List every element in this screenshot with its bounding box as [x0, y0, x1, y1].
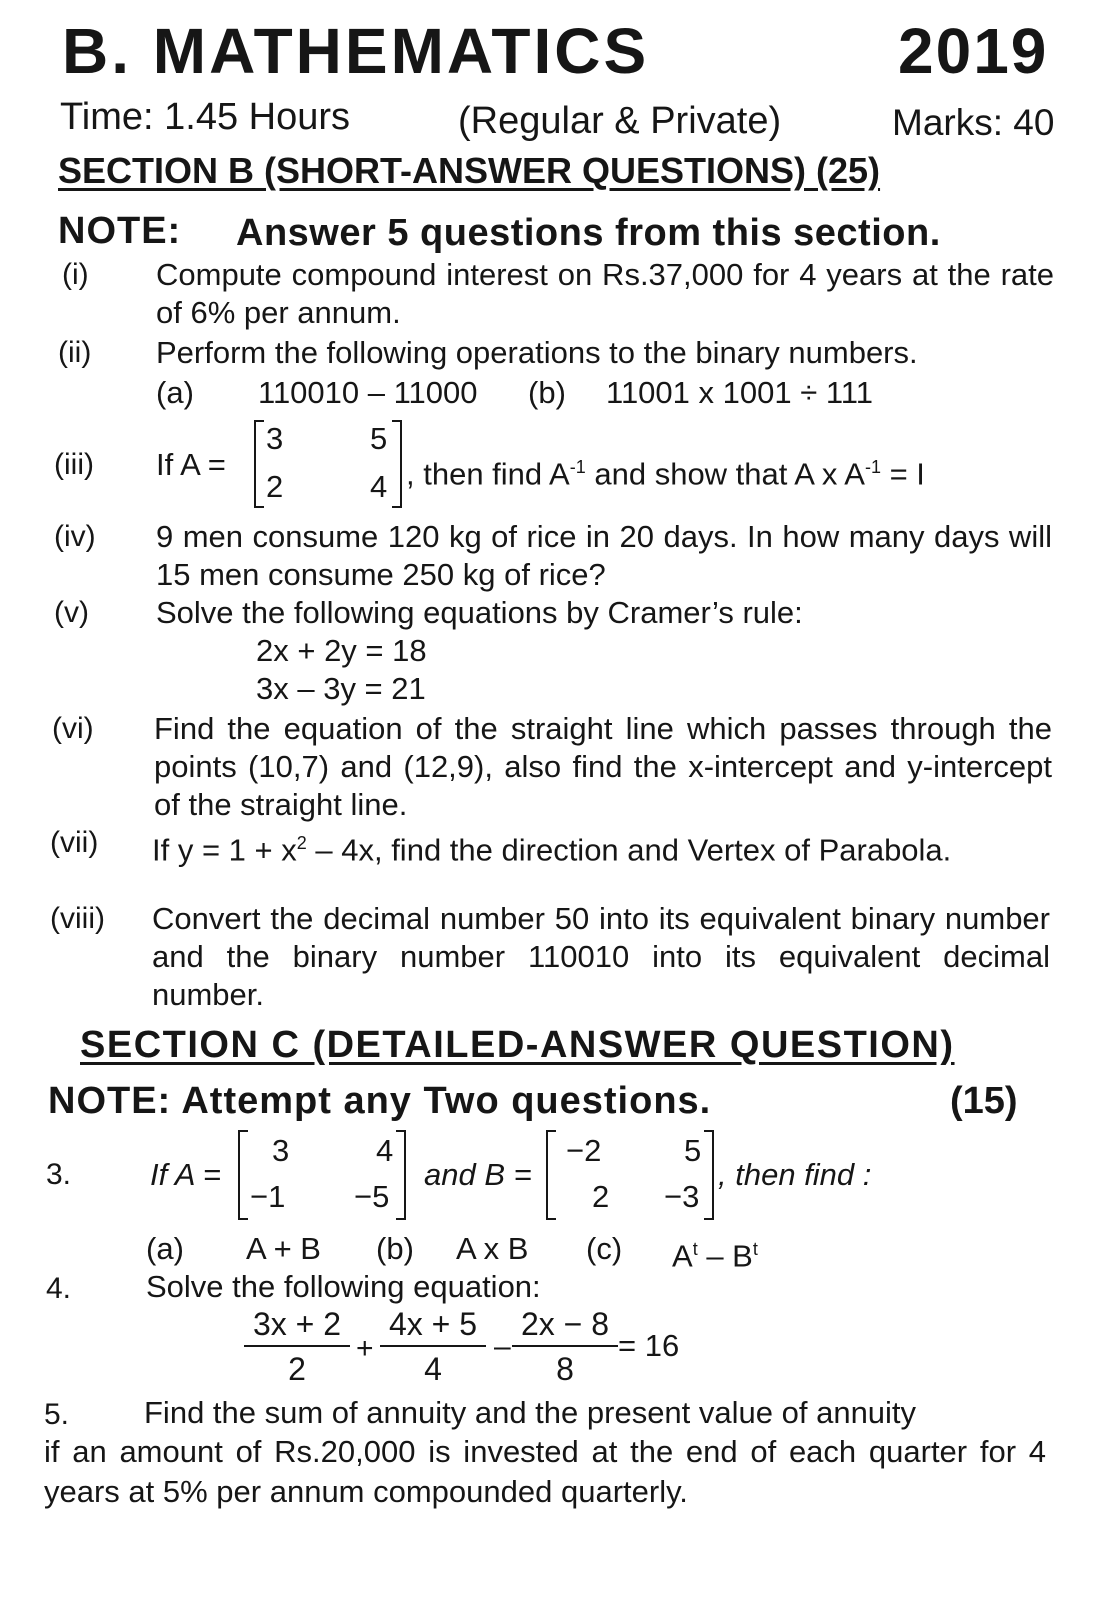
question-number: (viii): [50, 902, 105, 935]
subject-title: B. MATHEMATICS: [62, 15, 650, 87]
exam-marks: Marks: 40: [892, 102, 1055, 143]
question-number: (vi): [52, 712, 94, 745]
matrix-cell: 2: [592, 1179, 610, 1214]
matrix-expression: A + B: [246, 1231, 321, 1266]
question-text: Solve the following equation:: [146, 1269, 541, 1304]
question-text: [406, 448, 925, 493]
section-b-note-text: Answer 5 questions from this section.: [236, 212, 941, 254]
section-b-title: SECTION B (SHORT-ANSWER QUESTIONS) (25): [58, 150, 881, 191]
binary-expression: 110010 – 11000: [258, 375, 478, 410]
question-text: Perform the following operations to the binary numbers.: [156, 335, 918, 370]
question-text: If A =: [150, 1157, 221, 1192]
question-number: (v): [54, 596, 89, 629]
fraction: [512, 1306, 618, 1388]
fraction-denominator: 2: [288, 1351, 306, 1387]
matrix-cell: 3: [266, 421, 284, 456]
equation-rhs: = 16: [618, 1328, 680, 1363]
question-text-part: If y = 1 + x: [152, 832, 297, 868]
matrix-right-bracket: [704, 1130, 714, 1220]
question-text: Convert the decimal number 50 into its equivalent binary number and the binary number 110010 into its equivalent decimal number.: [152, 901, 1050, 1012]
part-label: (b): [528, 375, 566, 410]
question-number: (iv): [54, 520, 96, 553]
matrix-cell: 4: [376, 1133, 394, 1168]
question-text-part: and show that A x A: [585, 456, 865, 492]
matrix-right-bracket: [392, 420, 402, 508]
matrix-cell: −1: [250, 1179, 286, 1214]
matrix-cell: 5: [370, 421, 388, 456]
matrix-cell: 3: [272, 1133, 290, 1168]
matrix-expression: A x B: [456, 1231, 529, 1266]
matrix-expression-part: – B: [697, 1238, 753, 1274]
fraction: [380, 1306, 486, 1388]
question-text: If A =: [156, 447, 226, 482]
exam-scheme: (Regular & Private): [458, 100, 782, 142]
exam-year: 2019: [898, 15, 1049, 87]
question-number: 5.: [44, 1398, 70, 1431]
part-label: (a): [156, 375, 194, 410]
matrix-expression: [672, 1230, 758, 1275]
exam-time: Time: 1.45 Hours: [60, 96, 351, 138]
part-label: (b): [376, 1231, 414, 1266]
question-number: (ii): [58, 336, 92, 369]
question-text: Solve the following equations by Cramer’s rule:: [156, 595, 803, 630]
matrix-cell: 2: [266, 469, 284, 504]
section-b-note-label: NOTE:: [58, 210, 182, 252]
fraction-numerator: 4x + 5: [380, 1306, 486, 1347]
fraction-denominator: 4: [424, 1351, 442, 1387]
matrix-left-bracket: [238, 1130, 248, 1220]
matrix-left-bracket: [254, 420, 264, 508]
operator: –: [494, 1330, 511, 1363]
question-text: [152, 824, 1050, 869]
superscript: t: [752, 1239, 758, 1259]
matrix-right-bracket: [396, 1130, 406, 1220]
equation: 2x + 2y = 18: [256, 633, 427, 668]
superscript: -1: [864, 457, 881, 477]
question-number: 4.: [46, 1272, 72, 1305]
section-c-title: SECTION C (DETAILED-ANSWER QUESTION): [80, 1024, 955, 1066]
question-text: if an amount of Rs.20,000 is invested at the end of each quarter for 4 years at 5% per annum compounded quarterly.: [44, 1434, 1046, 1509]
question-text: Find the equation of the straight line which passes through the points (10,7) and (12,9), also find the x-intercept and y-intercept of the straight line.: [154, 711, 1052, 822]
fraction-numerator: 2x − 8: [512, 1306, 618, 1347]
question-text: Find the sum of annuity and the present value of annuity: [144, 1395, 917, 1430]
superscript: -1: [569, 457, 586, 477]
matrix-left-bracket: [546, 1130, 556, 1220]
superscript: t: [692, 1239, 698, 1259]
question-number: 3.: [46, 1158, 72, 1191]
matrix-cell: −5: [354, 1179, 390, 1214]
question-number: (vii): [50, 826, 99, 859]
matrix-cell: 4: [370, 469, 388, 504]
question-number: (iii): [54, 448, 94, 481]
matrix-cell: 5: [684, 1133, 702, 1168]
part-label: (a): [146, 1231, 184, 1266]
question-text: , then find :: [718, 1157, 872, 1192]
question-text: and B =: [424, 1157, 532, 1192]
superscript: 2: [296, 833, 307, 853]
equation: 3x – 3y = 21: [256, 671, 426, 706]
fraction-denominator: 8: [556, 1351, 574, 1387]
question-text-part: – 4x, find the direction and Vertex of Parabola.: [306, 832, 952, 868]
operator: +: [356, 1332, 374, 1365]
binary-expression: 11001 x 1001 ÷ 111: [606, 375, 873, 410]
section-c-marks: (15): [950, 1080, 1018, 1122]
section-c-note: NOTE: Attempt any Two questions.: [48, 1080, 712, 1122]
part-label: (c): [586, 1231, 623, 1266]
question-text: 9 men consume 120 kg of rice in 20 days. In how many days will 15 men consume 250 kg of rice?: [156, 519, 1052, 592]
question-text-part: = I: [880, 456, 925, 492]
question-text: Compute compound interest on Rs.37,000 for 4 years at the rate of 6% per annum.: [156, 257, 1054, 330]
fraction: [244, 1306, 350, 1388]
fraction-numerator: 3x + 2: [244, 1306, 350, 1347]
question-number: (i): [62, 258, 89, 291]
matrix-expression-part: A: [672, 1238, 693, 1274]
question-text-part: , then find A: [406, 456, 570, 492]
matrix-cell: −3: [664, 1179, 700, 1214]
matrix-cell: −2: [566, 1133, 602, 1168]
